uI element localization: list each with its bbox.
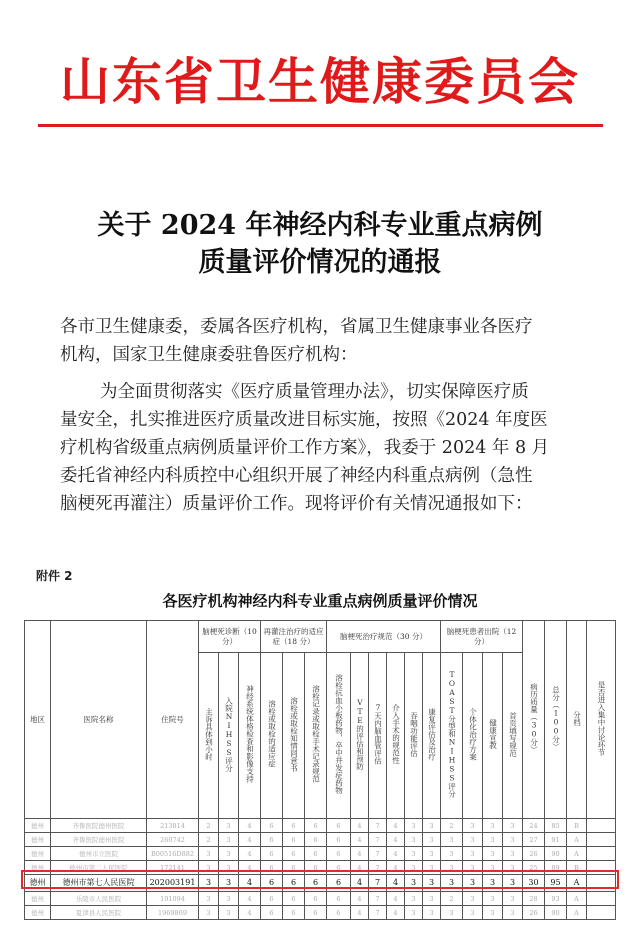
th-c14: 个体化治疗方案 bbox=[463, 653, 483, 819]
table-cell: 3 bbox=[199, 875, 219, 892]
table-cell: 3 bbox=[199, 906, 219, 920]
table-cell: 3 bbox=[463, 819, 483, 833]
table-cell: 2 bbox=[199, 819, 219, 833]
table-cell: 4 bbox=[351, 819, 369, 833]
table-cell: 3 bbox=[405, 819, 423, 833]
table-cell: 3 bbox=[423, 875, 441, 892]
table-cell: 3 bbox=[405, 875, 423, 892]
th-group-diagnosis: 脑梗死诊断（10 分） bbox=[199, 621, 261, 653]
table-cell: 3 bbox=[483, 861, 503, 875]
table-cell: 260742 bbox=[147, 833, 199, 847]
table-cell: 3 bbox=[405, 861, 423, 875]
table-cell bbox=[587, 847, 616, 861]
table-cell: 3 bbox=[405, 847, 423, 861]
table-cell bbox=[587, 819, 616, 833]
table-cell: 6 bbox=[283, 875, 305, 892]
table-cell: 3 bbox=[483, 847, 503, 861]
table-cell: 3 bbox=[219, 819, 239, 833]
table-cell: 3 bbox=[441, 875, 463, 892]
table-cell: 7 bbox=[369, 847, 387, 861]
table-cell: 3 bbox=[405, 892, 423, 906]
table-cell: 3 bbox=[199, 892, 219, 906]
table-body-highlight bbox=[25, 875, 616, 892]
table-cell: 3 bbox=[503, 875, 523, 892]
table-cell: 德州市立医院 bbox=[51, 847, 147, 861]
table-cell: 3 bbox=[423, 847, 441, 861]
table-cell: 6 bbox=[327, 847, 351, 861]
th-c5: 溶栓或取栓知情同意书 bbox=[283, 653, 305, 819]
table-cell: 90 bbox=[545, 847, 567, 861]
body-para2 bbox=[60, 378, 605, 518]
table-cell: 4 bbox=[351, 892, 369, 906]
table-cell: 3 bbox=[199, 861, 219, 875]
table-cell: 6 bbox=[327, 861, 351, 875]
body-para1 bbox=[60, 313, 600, 369]
para2-line2: 量安全，扎实推进医疗质量改进目标实施，按照《2024 年度医 bbox=[60, 410, 548, 430]
table-cell: B bbox=[567, 819, 587, 833]
table-cell: 4 bbox=[387, 819, 405, 833]
table-cell: 3 bbox=[219, 833, 239, 847]
th-group-discharge: 脑梗死患者出院（12 分） bbox=[441, 621, 523, 653]
table-cell: 齐鲁医院德州医院 bbox=[51, 819, 147, 833]
table-cell: 4 bbox=[387, 906, 405, 920]
table-cell: 3 bbox=[503, 847, 523, 861]
table-cell: 夏津县人民医院 bbox=[51, 906, 147, 920]
table-cell: 3 bbox=[483, 892, 503, 906]
th-c12: 康复评估及治疗 bbox=[423, 653, 441, 819]
table-cell: 4 bbox=[387, 892, 405, 906]
table-cell: 4 bbox=[387, 847, 405, 861]
table-cell: 30 bbox=[523, 875, 545, 892]
table-cell: 6 bbox=[261, 819, 283, 833]
table-cell bbox=[587, 875, 616, 892]
table-row bbox=[25, 875, 616, 892]
table-cell: 德州 bbox=[25, 875, 51, 892]
table-cell: 26 bbox=[523, 906, 545, 920]
table-cell: 3 bbox=[199, 847, 219, 861]
para2-line1: 为全面贯彻落实《医疗质量管理办法》，切实保障医疗质 bbox=[100, 382, 529, 402]
table-cell: 齐鲁医院德州医院 bbox=[51, 833, 147, 847]
table-cell: 6 bbox=[305, 892, 327, 906]
table-cell: 德州市第七人民医院 bbox=[51, 875, 147, 892]
table-cell: 6 bbox=[305, 875, 327, 892]
table-cell: 4 bbox=[351, 847, 369, 861]
table-cell: 4 bbox=[351, 833, 369, 847]
table-cell: A bbox=[567, 847, 587, 861]
header-red-rule bbox=[38, 124, 603, 127]
table-cell: 4 bbox=[239, 906, 261, 920]
table-cell: 2 bbox=[441, 892, 463, 906]
table-row bbox=[25, 847, 616, 861]
table-cell: 3 bbox=[463, 861, 483, 875]
table-row bbox=[25, 861, 616, 875]
table-cell: 4 bbox=[239, 892, 261, 906]
table-cell: 7 bbox=[369, 819, 387, 833]
th-c10: 介入手术的规范性 bbox=[387, 653, 405, 819]
table-cell bbox=[587, 892, 616, 906]
table-cell: 3 bbox=[483, 819, 503, 833]
table-cell: 6 bbox=[327, 833, 351, 847]
table-cell: 6 bbox=[261, 906, 283, 920]
table-cell: 4 bbox=[239, 861, 261, 875]
table-cell: B bbox=[567, 861, 587, 875]
table-cell: 6 bbox=[261, 892, 283, 906]
table-cell: 6 bbox=[261, 875, 283, 892]
table-cell: 6 bbox=[261, 833, 283, 847]
table-cell: 4 bbox=[351, 906, 369, 920]
table-cell: 6 bbox=[305, 906, 327, 920]
table-cell: 3 bbox=[423, 892, 441, 906]
table-cell: 202003191 bbox=[147, 875, 199, 892]
table-cell: 6 bbox=[283, 906, 305, 920]
table-cell: 3 bbox=[423, 819, 441, 833]
table-cell: 德州 bbox=[25, 892, 51, 906]
table-cell: 3 bbox=[219, 875, 239, 892]
table-cell: A bbox=[567, 833, 587, 847]
table-cell: 7 bbox=[369, 906, 387, 920]
table-cell: 6 bbox=[305, 847, 327, 861]
table-cell: B00516D882 bbox=[147, 847, 199, 861]
para2-line3: 疗机构省级重点病例质量评价工作方案》，我委于 2024 年 8 月 bbox=[60, 438, 550, 458]
th-c4: 溶栓或取栓的适应症 bbox=[261, 653, 283, 819]
table-cell: 3 bbox=[423, 906, 441, 920]
para1-line1: 各市卫生健康委，委属各医疗机构，省属卫生健康事业各医疗 bbox=[60, 317, 533, 337]
table-cell: 4 bbox=[239, 833, 261, 847]
table-cell: 7 bbox=[369, 892, 387, 906]
th-c2: 入院NIHSS评分 bbox=[219, 653, 239, 819]
table-cell: 90 bbox=[545, 906, 567, 920]
th-c6: 溶栓记录或取栓手术记录规范 bbox=[305, 653, 327, 819]
para2-line4: 委托省神经内科质控中心组织开展了神经内科重点病例（急性 bbox=[60, 466, 533, 486]
table-cell: 4 bbox=[387, 833, 405, 847]
table-cell: A bbox=[567, 892, 587, 906]
table-cell: 3 bbox=[423, 833, 441, 847]
th-group-treatment: 脑梗死治疗规范（30 分） bbox=[327, 621, 441, 653]
table-cell: 6 bbox=[305, 819, 327, 833]
table-cell: 3 bbox=[219, 847, 239, 861]
table-cell: 3 bbox=[219, 892, 239, 906]
table-cell: 4 bbox=[351, 861, 369, 875]
para1-line2: 机构，国家卫生健康委驻鲁医疗机构： bbox=[60, 345, 358, 365]
table-cell: 3 bbox=[483, 833, 503, 847]
table-cell: 6 bbox=[283, 847, 305, 861]
table-cell: 3 bbox=[405, 833, 423, 847]
table-cell: 3 bbox=[463, 892, 483, 906]
table-cell: 6 bbox=[283, 819, 305, 833]
th-c11: 吞咽功能评估 bbox=[405, 653, 423, 819]
th-discussion: 是否进入集中讨论环节 bbox=[587, 621, 616, 819]
table-cell: 2 bbox=[441, 819, 463, 833]
doc-title-line1: 关于 2024 年神经内科专业重点病例 bbox=[97, 210, 543, 241]
table-cell: 6 bbox=[327, 892, 351, 906]
table-cell: A bbox=[567, 906, 587, 920]
table-cell: 3 bbox=[405, 906, 423, 920]
table-cell: 6 bbox=[327, 875, 351, 892]
table-cell: 6 bbox=[305, 861, 327, 875]
table-cell: 3 bbox=[441, 861, 463, 875]
table-body-after bbox=[25, 892, 616, 920]
table-cell: 191094 bbox=[147, 892, 199, 906]
table-cell: 4 bbox=[387, 875, 405, 892]
table-cell: 26 bbox=[523, 847, 545, 861]
table-cell: 3 bbox=[423, 861, 441, 875]
header-org-title: 山东省卫生健康委员会 bbox=[60, 52, 580, 111]
table-cell: 德州 bbox=[25, 906, 51, 920]
table-cell: 2 bbox=[199, 833, 219, 847]
doc-title-line2: 质量评价情况的通报 bbox=[198, 247, 442, 278]
table-cell: 德州 bbox=[25, 833, 51, 847]
table-cell: 德州 bbox=[25, 861, 51, 875]
th-grade: 分档 bbox=[567, 621, 587, 819]
table-cell: 93 bbox=[545, 892, 567, 906]
table-cell: 3 bbox=[503, 906, 523, 920]
th-c15: 健康宣教 bbox=[483, 653, 503, 819]
th-c7: 溶栓抗血小板药物，卒中并发症药物 bbox=[327, 653, 351, 819]
table-cell: 27 bbox=[523, 833, 545, 847]
table-cell: 3 bbox=[503, 833, 523, 847]
table-body-before bbox=[25, 819, 616, 875]
table-row bbox=[25, 819, 616, 833]
table-cell: 3 bbox=[503, 892, 523, 906]
table-cell: 7 bbox=[369, 861, 387, 875]
table-cell: 3 bbox=[219, 861, 239, 875]
evaluation-table bbox=[24, 620, 616, 920]
table-cell: 3 bbox=[441, 847, 463, 861]
th-c8: VTE的评估和预防 bbox=[351, 653, 369, 819]
th-c16: 首页填写规范 bbox=[503, 653, 523, 819]
table-cell: 4 bbox=[351, 875, 369, 892]
table-cell bbox=[587, 861, 616, 875]
table-cell: 6 bbox=[283, 892, 305, 906]
table-cell: A bbox=[567, 875, 587, 892]
table-cell: 3 bbox=[463, 906, 483, 920]
table-cell: 4 bbox=[387, 861, 405, 875]
table-cell: 89 bbox=[545, 861, 567, 875]
table-cell: 3 bbox=[441, 833, 463, 847]
th-region: 地区 bbox=[25, 621, 51, 819]
table-cell: 3 bbox=[463, 833, 483, 847]
table-cell: 3 bbox=[463, 847, 483, 861]
table-cell: 7 bbox=[369, 833, 387, 847]
table-cell: 213814 bbox=[147, 819, 199, 833]
table-cell: 172141 bbox=[147, 861, 199, 875]
para2-line5: 脑梗死再灌注）质量评价工作。现将评价有关情况通报如下： bbox=[60, 494, 533, 514]
table-cell: 乐陵市人民医院 bbox=[51, 892, 147, 906]
table-row bbox=[25, 906, 616, 920]
table-cell: 3 bbox=[483, 875, 503, 892]
th-inpatient: 住院号 bbox=[147, 621, 199, 819]
annex-table-title: 各医疗机构神经内科专业重点病例质量评价情况 bbox=[162, 592, 478, 610]
table-cell: 6 bbox=[327, 906, 351, 920]
table-cell: 德州 bbox=[25, 847, 51, 861]
table-row bbox=[25, 833, 616, 847]
th-c13: TOAST分型和NIHSS评分 bbox=[441, 653, 463, 819]
table-cell: 4 bbox=[239, 875, 261, 892]
th-record-quality: 病历质量（30分） bbox=[523, 621, 545, 819]
table-cell: 3 bbox=[503, 819, 523, 833]
table-cell: 95 bbox=[545, 875, 567, 892]
table-row bbox=[25, 892, 616, 906]
table-cell: 6 bbox=[327, 819, 351, 833]
table-cell: 3 bbox=[219, 906, 239, 920]
table-cell: 7 bbox=[369, 875, 387, 892]
table-cell: 6 bbox=[261, 861, 283, 875]
table-cell: 1969869 bbox=[147, 906, 199, 920]
table-cell: 3 bbox=[503, 861, 523, 875]
table-cell: 85 bbox=[545, 819, 567, 833]
table-cell: 德州 bbox=[25, 819, 51, 833]
table-cell: 3 bbox=[441, 906, 463, 920]
table-cell: 4 bbox=[239, 819, 261, 833]
table-cell: 28 bbox=[523, 892, 545, 906]
table-cell: 3 bbox=[483, 906, 503, 920]
table-cell: 6 bbox=[261, 847, 283, 861]
table-cell: 德州市第二人民医院 bbox=[51, 861, 147, 875]
th-c3: 神经系统体格检查和影像支持 bbox=[239, 653, 261, 819]
th-c1: 主诉具体到小时 bbox=[199, 653, 219, 819]
table-cell: 6 bbox=[283, 861, 305, 875]
table-cell: 6 bbox=[305, 833, 327, 847]
th-group-indication: 再灌注治疗的适应症（18 分） bbox=[261, 621, 327, 653]
table-cell: 91 bbox=[545, 833, 567, 847]
annex-label: 附件 2 bbox=[36, 569, 73, 583]
table-cell: 6 bbox=[283, 833, 305, 847]
table-cell bbox=[587, 906, 616, 920]
th-total-score: 总分（100分） bbox=[545, 621, 567, 819]
th-hospital: 医院名称 bbox=[51, 621, 147, 819]
table-cell bbox=[587, 833, 616, 847]
table-cell: 4 bbox=[239, 847, 261, 861]
table-cell: 24 bbox=[523, 819, 545, 833]
table-cell: 25 bbox=[523, 861, 545, 875]
th-c9: 7天内脑血管评估 bbox=[369, 653, 387, 819]
table-cell: 3 bbox=[463, 875, 483, 892]
